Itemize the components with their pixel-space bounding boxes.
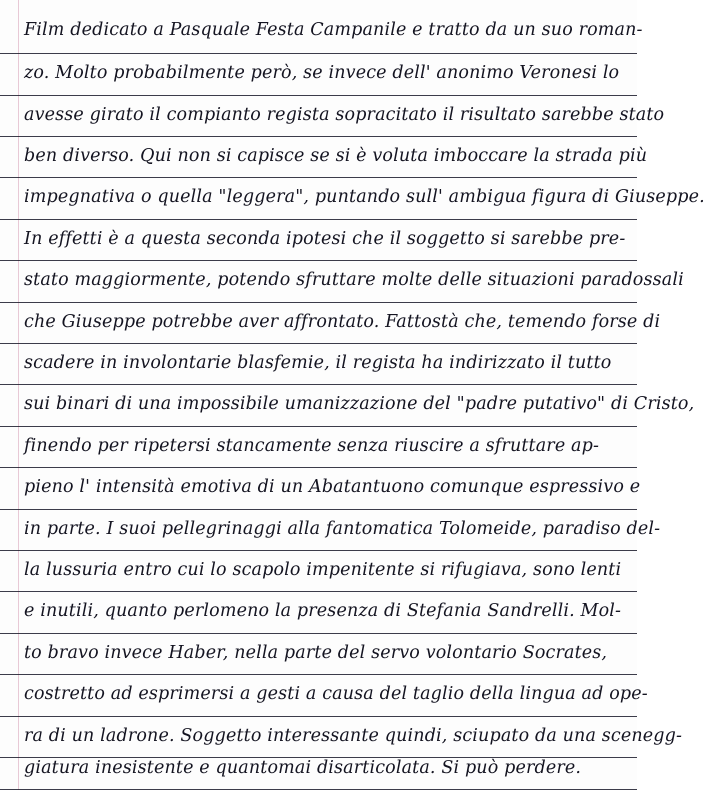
text-line-4: ben diverso. Qui non si capisce se si è voluta imboccare la strada più — [24, 146, 648, 166]
ruled-line — [0, 467, 637, 468]
text-line-19: giatura inesistente e quantomai disarticolata. Si può perdere. — [24, 758, 582, 778]
text-line-17: costretto ad esprimersi a gesti a causa del taglio della lingua ad ope- — [24, 684, 648, 704]
ruled-line — [0, 302, 637, 303]
ruled-line — [0, 95, 637, 96]
ruled-line — [0, 716, 637, 717]
ruled-line — [0, 53, 637, 54]
text-line-6: In effetti è a questa seconda ipotesi che il soggetto si sarebbe pre- — [24, 229, 626, 249]
text-line-10: sui binari di una impossibile umanizzazione del "padre putativo" di Cristo, — [24, 394, 695, 414]
ruled-line — [0, 343, 637, 344]
ruled-line — [0, 260, 637, 261]
text-line-8: che Giuseppe potrebbe aver affrontato. Fattostà che, temendo forse di — [24, 312, 661, 332]
text-line-16: to bravo invece Haber, nella parte del servo volontario Socrates, — [24, 643, 608, 663]
text-line-1: Film dedicato a Pasquale Festa Campanile e tratto da un suo roman- — [24, 20, 643, 40]
ruled-line — [0, 674, 637, 675]
text-line-7: stato maggiormente, potendo sfruttare molte delle situazioni paradossali — [24, 270, 684, 290]
ruled-line — [0, 136, 637, 137]
text-line-18: ra di un ladrone. Soggetto interessante quindi, sciupato da una scenegg- — [24, 726, 683, 746]
ruled-line — [0, 633, 637, 634]
ruled-line — [0, 509, 637, 510]
ruled-line — [0, 177, 637, 178]
text-line-13: in parte. I suoi pellegrinaggi alla fantomatica Tolomeide, paradiso del- — [24, 519, 661, 539]
ruled-line — [0, 550, 637, 551]
ruled-line — [0, 591, 637, 592]
ruled-line — [0, 426, 637, 427]
text-line-3: avesse girato il compianto regista sopracitato il risultato sarebbe stato — [24, 105, 665, 125]
text-line-2: zo. Molto probabilmente però, se invece dell' anonimo Veronesi lo — [24, 63, 620, 83]
text-line-9: scadere in involontarie blasfemie, il regista ha indirizzato il tutto — [24, 353, 612, 373]
ruled-line — [0, 219, 637, 220]
text-line-5: impegnativa o quella "leggera", puntando sull' ambigua figura di Giuseppe. — [24, 187, 705, 207]
text-line-15: e inutili, quanto perlomeno la presenza di Stefania Sandrelli. Mol- — [24, 601, 622, 621]
text-line-12: pieno l' intensità emotiva di un Abatantuono comunque espressivo e — [24, 477, 641, 497]
ruled-line — [0, 384, 637, 385]
text-line-11: finendo per ripetersi stancamente senza riuscire a sfruttare ap- — [24, 436, 600, 456]
text-line-14: la lussuria entro cui lo scapolo impenitente si rifugiava, sono lenti — [24, 560, 622, 580]
